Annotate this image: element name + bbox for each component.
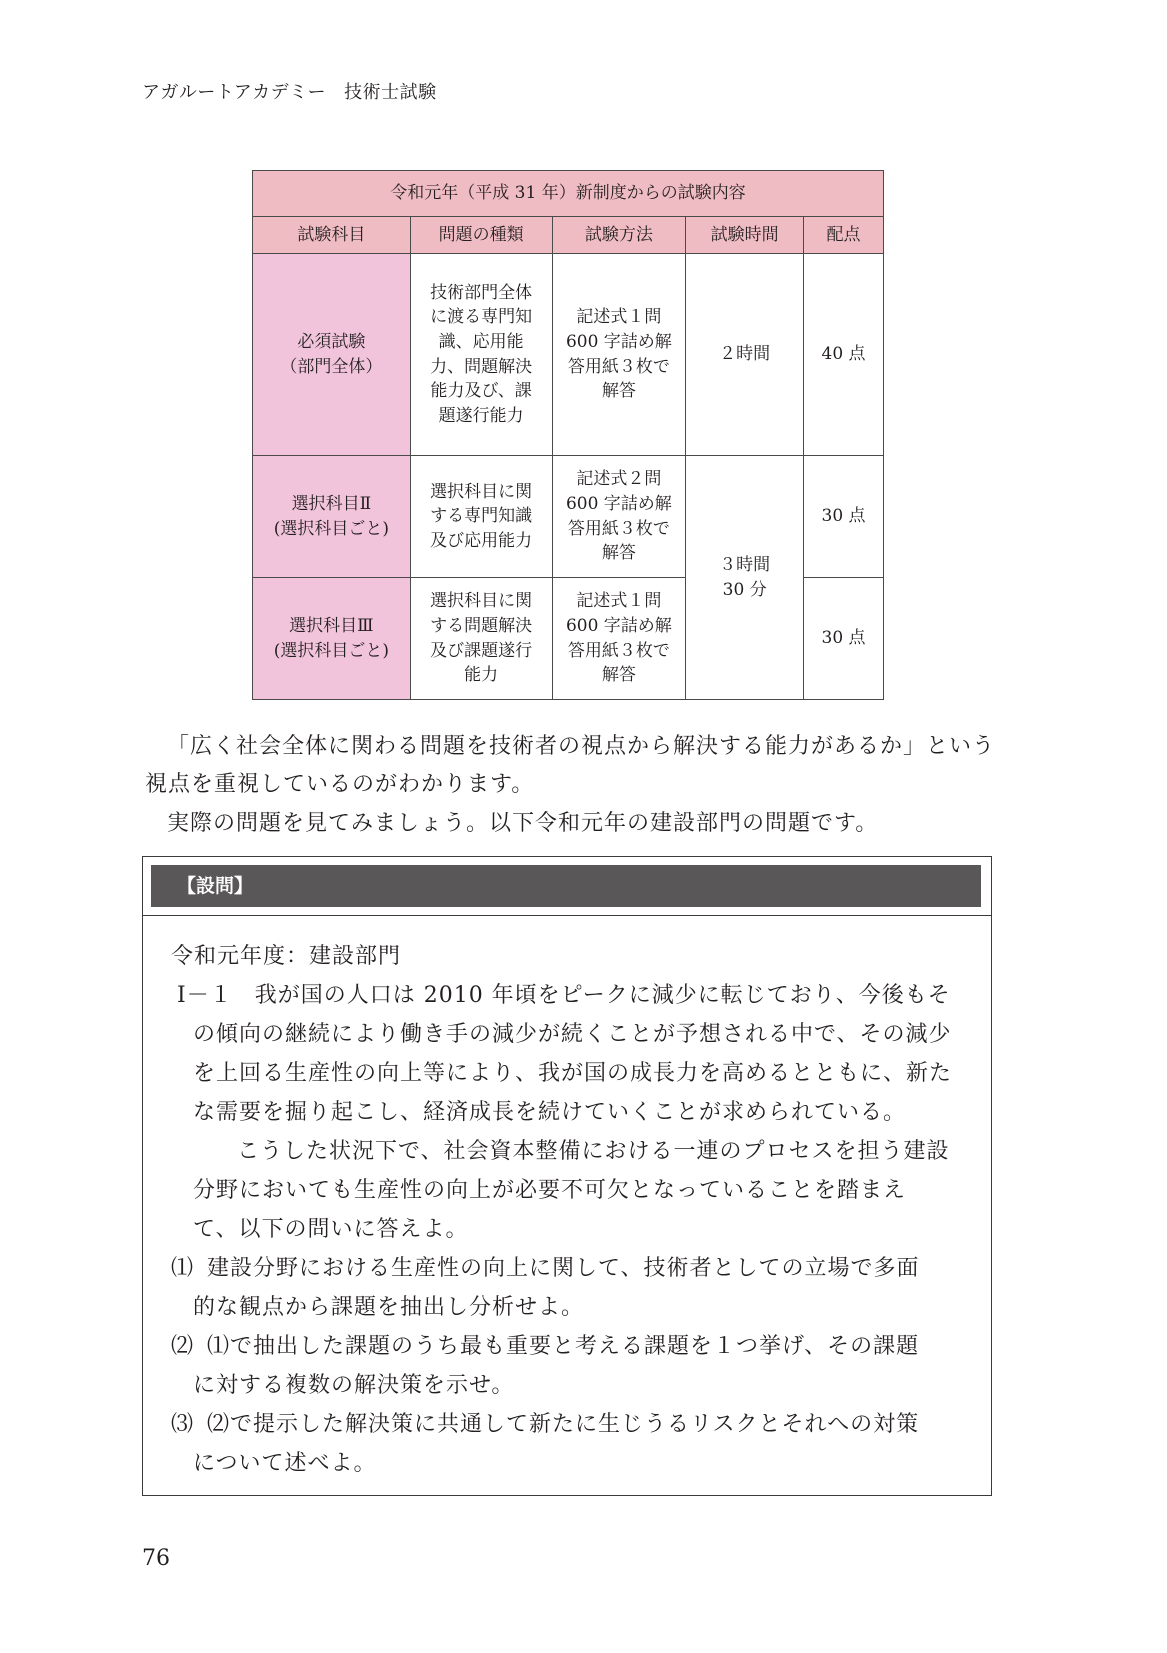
question-number: Ⅰ－１ xyxy=(177,983,233,1008)
type-cell: 技術部門全体 に渡る専門知 識、応用能 力、問題解決 能力及び、課 題遂行能力 xyxy=(410,254,552,456)
table-row xyxy=(253,456,884,578)
item-label: ⑶ xyxy=(171,1412,195,1437)
score-cell: 40 点 xyxy=(804,254,884,456)
subject-cell: 必須試験 （部門全体） xyxy=(253,254,411,456)
method-cell: 記述式１問 600 字詰め解 答用紙３枚で 解答 xyxy=(552,254,686,456)
score-cell: 30 点 xyxy=(804,578,884,700)
question-item-continuation: について述べよ。 xyxy=(193,1451,377,1476)
question-line: な需要を掘り起こし、経済成長を続けていくことが求められている。 xyxy=(193,1100,907,1125)
time-cell-shared: ３時間 30 分 xyxy=(686,456,804,700)
exam-content-table xyxy=(252,170,884,700)
method-cell: 記述式２問 600 字詰め解 答用紙３枚で 解答 xyxy=(552,456,686,578)
question-line: Ⅰ－１ 我が国の人口は 2010 年頃をピークに減少に転じており、今後もそ xyxy=(177,983,951,1008)
type-cell: 選択科目に関 する問題解決 及び課題遂行 能力 xyxy=(410,578,552,700)
question-line: こうした状況下で、社会資本整備における一連のプロセスを担う建設 xyxy=(237,1139,950,1164)
running-header xyxy=(142,78,437,104)
question-title: 令和元年度：建設部門 xyxy=(171,944,402,969)
page-number: 76 xyxy=(142,1546,170,1571)
column-header-method: 試験方法 xyxy=(552,217,686,254)
question-line: を上回る生産性の向上等により、我が国の成長力を高めるとともに、新た xyxy=(193,1061,953,1086)
column-header-type: 問題の種類 xyxy=(410,217,552,254)
question-item-continuation: に対する複数の解決策を示せ。 xyxy=(193,1373,515,1398)
item-label: ⑵ xyxy=(171,1334,195,1359)
body-paragraph-1: 「広く社会全体に関わる問題を技術者の視点から解決する能力があるか」という視点を重視しているのがわかります。 xyxy=(145,734,996,797)
item-label: ⑴ xyxy=(171,1256,195,1281)
question-box xyxy=(142,856,992,1496)
time-cell: ２時間 xyxy=(686,254,804,456)
question-item-continuation: 的な観点から課題を抽出し分析せよ。 xyxy=(193,1295,585,1320)
question-line: の傾向の継続により働き手の減少が続くことが予想される中で、その減少 xyxy=(193,1022,952,1047)
question-line: 分野においても生産性の向上が必要不可欠となっていることを踏まえ xyxy=(193,1178,907,1203)
question-item: ⑶ ⑵で提示した解決策に共通して新たに生じうるリスクとそれへの対策 xyxy=(171,1405,971,1444)
body-paragraph-2: 実際の問題を見てみましょう。以下令和元年の建設部門の問題です。 xyxy=(167,811,879,836)
column-header-score: 配点 xyxy=(804,217,884,254)
header-subject: 技術士試験 xyxy=(344,82,437,103)
table-caption: 令和元年（平成 31 年）新制度からの試験内容 xyxy=(253,171,884,217)
question-item: ⑴ 建設分野における生産性の向上に関して、技術者としての立場で多面 xyxy=(171,1249,971,1288)
question-divider xyxy=(143,915,991,916)
column-header-time: 試験時間 xyxy=(686,217,804,254)
question-item: ⑵ ⑴で抽出した課題のうち最も重要と考える課題を１つ挙げ、その課題 xyxy=(171,1327,971,1366)
column-header-subject: 試験科目 xyxy=(253,217,411,254)
question-header: 【設問】 xyxy=(151,865,981,907)
subject-cell: 選択科目Ⅱ (選択科目ごと) xyxy=(253,456,411,578)
table-row xyxy=(253,254,884,456)
question-content xyxy=(171,937,971,1483)
method-cell: 記述式１問 600 字詰め解 答用紙３枚で 解答 xyxy=(552,578,686,700)
score-cell: 30 点 xyxy=(804,456,884,578)
subject-cell: 選択科目Ⅲ (選択科目ごと) xyxy=(253,578,411,700)
question-line: て、以下の問いに答えよ。 xyxy=(193,1217,469,1242)
type-cell: 選択科目に関 する専門知識 及び応用能力 xyxy=(410,456,552,578)
header-brand: アガルートアカデミー xyxy=(142,82,327,103)
